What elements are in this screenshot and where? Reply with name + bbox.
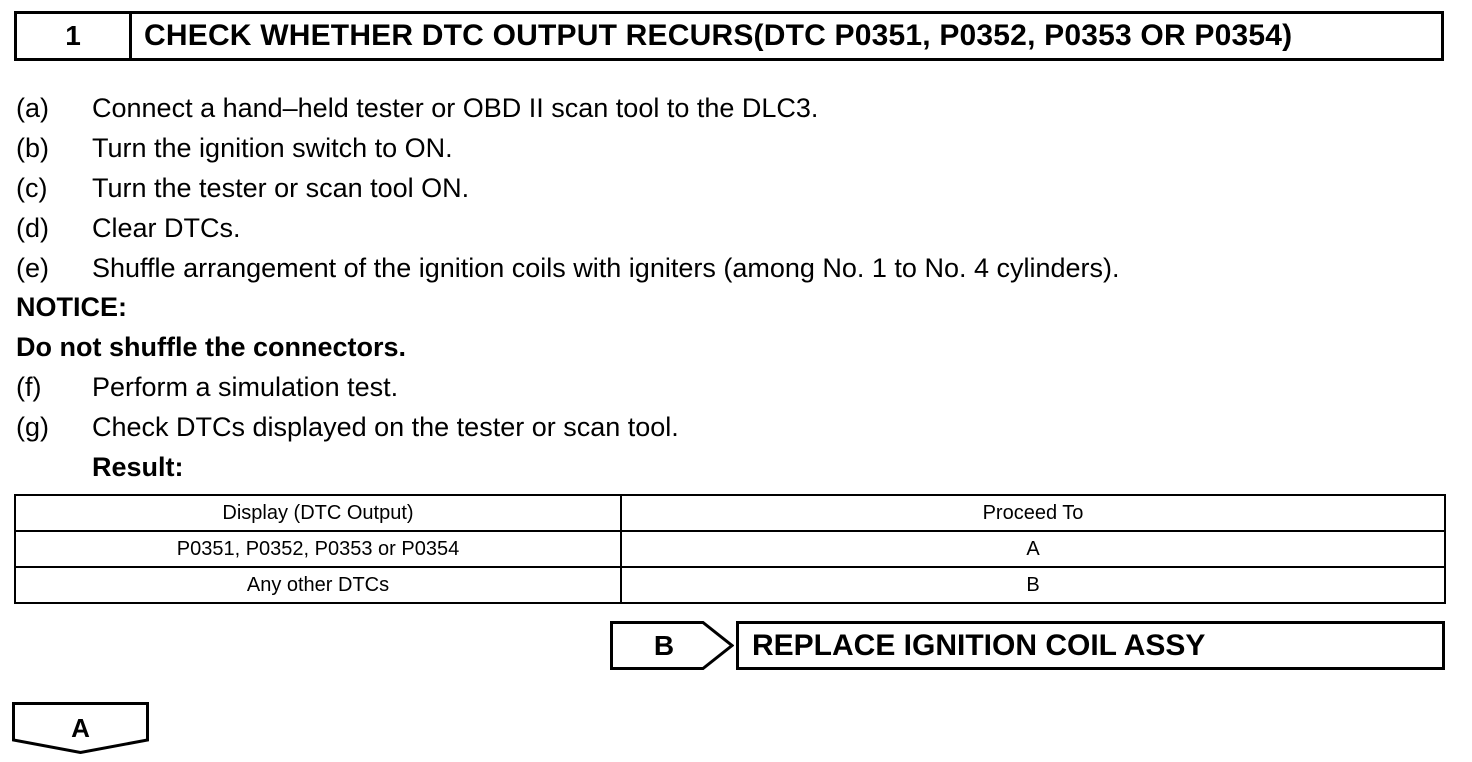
branch-a-arrow xyxy=(12,702,149,754)
step-label: (a) xyxy=(16,93,49,123)
procedure-step-e xyxy=(16,248,1120,288)
result-table xyxy=(14,494,1446,604)
procedure-step-c xyxy=(16,168,469,208)
step-text: Connect a hand–held tester or OBD II scan tool to the DLC3. xyxy=(92,93,819,123)
branch-b-arrow xyxy=(610,621,734,670)
step-label: (c) xyxy=(16,173,48,203)
step-label: (e) xyxy=(16,253,49,283)
procedure-step-f xyxy=(16,367,398,407)
result-label: Result: xyxy=(92,452,184,482)
step-text: Shuffle arrangement of the ignition coils with igniters (among No. 1 to No. 4 cylinders). xyxy=(92,253,1120,283)
step-text: Perform a simulation test. xyxy=(92,372,399,402)
step-header xyxy=(14,11,1444,61)
procedure-step-a xyxy=(16,88,818,128)
step-text: Turn the tester or scan tool ON. xyxy=(92,173,470,203)
column-header-proceed: Proceed To xyxy=(621,495,1445,531)
step-text: Check DTCs displayed on the tester or scan tool. xyxy=(92,412,679,442)
table-header-row xyxy=(15,495,1445,531)
step-label: (f) xyxy=(16,372,42,402)
step-label: (g) xyxy=(16,412,49,442)
notice-heading: NOTICE: xyxy=(16,292,127,322)
step-text: Turn the ignition switch to ON. xyxy=(92,133,453,163)
table-cell-proceed: B xyxy=(621,567,1445,603)
step-label: (b) xyxy=(16,133,49,163)
step-number: 1 xyxy=(17,14,132,58)
procedure-step-g xyxy=(16,407,679,447)
branch-b-label: B xyxy=(653,629,675,661)
notice-text: Do not shuffle the connectors. xyxy=(16,332,407,362)
column-header-display: Display (DTC Output) xyxy=(15,495,621,531)
table-row xyxy=(15,531,1445,567)
branch-a-label: A xyxy=(71,712,90,743)
procedure-step-d xyxy=(16,208,241,248)
procedure-step-b xyxy=(16,128,453,168)
step-title: CHECK WHETHER DTC OUTPUT RECURS(DTC P0351, P0352, P0353 OR P0354) xyxy=(144,19,1293,52)
step-label: (d) xyxy=(16,213,49,243)
branch-b-action: REPLACE IGNITION COIL ASSY xyxy=(736,621,1445,670)
step-text: Clear DTCs. xyxy=(92,213,241,243)
table-cell-display: Any other DTCs xyxy=(15,567,621,603)
table-cell-proceed: A xyxy=(621,531,1445,567)
table-row xyxy=(15,567,1445,603)
table-cell-display: P0351, P0352, P0353 or P0354 xyxy=(15,531,621,567)
